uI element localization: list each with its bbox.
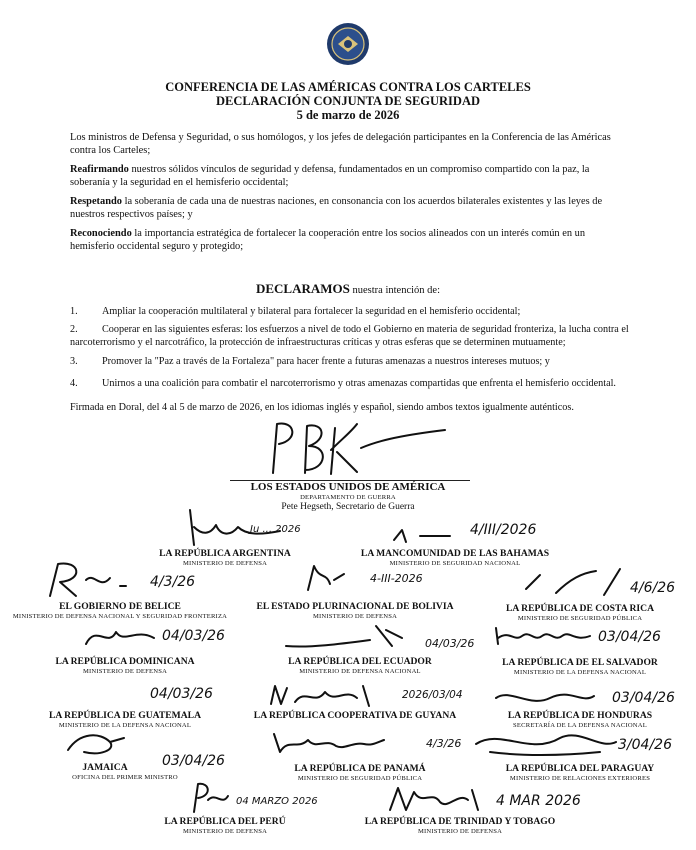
ecuador-signature-icon [280, 618, 420, 654]
jamaica-signature-icon [60, 728, 130, 758]
bahamas-date: 4/III/2026 [470, 522, 537, 538]
jamaica-ministry: OFICINA DEL PRIMER MINISTRO [72, 774, 178, 781]
clause-text: la soberanía de cada una de nuestras naciones, en consonancia con los acuerdos bilaterales existentes y las leyes de nuestros respectivos países; y [70, 196, 603, 220]
bahamas-ministry: MINISTERIO DE SEGURIDAD NACIONAL [389, 560, 521, 567]
item-text: Ampliar la cooperación multilateral y bilateral para fortalecer la seguridad en el hemisferio occidental; [102, 306, 521, 317]
item-text: Cooperar en las siguientes esferas: los esfuerzos a nivel de todo el Gobierno en materia de seguridad fronteriza, la lucha contra el narcoterrorismo y el narcotráfico, la protección de infraestructuras críticas y otras esferas que se determinen mutuamente; [70, 324, 629, 348]
guyana-date: 2026/03/04 [402, 689, 463, 701]
costa-rica-name: LA REPÚBLICA DE COSTA RICA [505, 603, 655, 614]
guyana-name: LA REPÚBLICA COOPERATIVA DE GUYANA [253, 710, 457, 721]
peru-name: LA REPÚBLICA DEL PERÚ [164, 816, 286, 827]
argentina-name: LA REPÚBLICA ARGENTINA [159, 548, 291, 559]
dominicana-name: LA REPÚBLICA DOMINICANA [55, 656, 195, 667]
clause-text: nuestros sólidos vínculos de seguridad y defensa, fundamentados en un compromiso compartido con la paz, la soberanía y la seguridad en el hemisferio occidental; [70, 164, 590, 188]
panama-ministry: MINISTERIO DE SEGURIDAD PÚBLICA [297, 775, 423, 782]
el-salvador-name: LA REPÚBLICA DE EL SALVADOR [502, 657, 658, 668]
declare-heading [0, 281, 696, 297]
list-item [70, 378, 630, 391]
bolivia-date: 4-III-2026 [370, 572, 423, 585]
guatemala-name: LA REPÚBLICA DE GUATEMALA [48, 710, 201, 721]
clause-lead: Reconociendo [70, 228, 132, 239]
argentina-date: Ju ... 2026 [250, 524, 301, 535]
intro-paragraph: Los ministros de Defensa y Seguridad, o sus homólogos, y los jefes de delegación participantes en la Conferencia de las Américas contra los Carteles; [70, 132, 611, 156]
item-number: 1. [70, 306, 78, 317]
trinidad-date: 4 MAR 2026 [496, 793, 581, 809]
guatemala-ministry: MINISTERIO DE LA DEFENSA NACIONAL [58, 722, 192, 729]
costa-rica-signature-icon [520, 565, 630, 605]
doc-date: 5 de marzo de 2026 [296, 108, 400, 122]
item-number: 2. [70, 324, 78, 335]
dominicana-date: 04/03/26 [162, 628, 225, 644]
belize-name: EL GOBIERNO DE BELICE [59, 601, 181, 612]
el-salvador-signature-icon [490, 622, 600, 648]
panama-name: LA REPÚBLICA DE PANAMÁ [294, 763, 426, 774]
list-item [70, 306, 630, 319]
honduras-date: 03/04/26 [612, 690, 675, 706]
belize-signature-icon [40, 560, 150, 600]
bolivia-ministry: MINISTERIO DE DEFENSA [312, 613, 398, 620]
clause-lead: Reafirmando [70, 164, 129, 175]
paraguay-signature-icon [470, 726, 620, 760]
peru-date: 04 MARZO 2026 [236, 796, 318, 807]
paraguay-ministry: MINISTERIO DE RELACIONES EXTERIORES [509, 775, 651, 782]
list-item [70, 356, 630, 369]
jamaica-name: JAMAICA [82, 762, 128, 773]
paraguay-date: 3/04/26 [618, 737, 672, 753]
guatemala-date: 04/03/26 [150, 686, 213, 702]
clause-lead: Respetando [70, 196, 122, 207]
bolivia-name: EL ESTADO PLURINACIONAL DE BOLIVIA [256, 601, 454, 612]
bahamas-signature-icon [390, 520, 480, 550]
costa-rica-ministry: MINISTERIO DE SEGURIDAD PÚBLICA [517, 615, 643, 622]
el-salvador-date: 03/04/26 [598, 629, 661, 645]
panama-date: 4/3/26 [426, 737, 462, 750]
item-number: 4. [70, 378, 78, 389]
honduras-signature-icon [490, 684, 600, 710]
bahamas-name: LA MANCOMUNIDAD DE LAS BAHAMAS [360, 548, 550, 559]
trinidad-signature-icon [384, 782, 484, 816]
clause-reafirmando [70, 164, 630, 189]
trinidad-name: LA REPÚBLICA DE TRINIDAD Y TOBAGO [364, 816, 556, 827]
bolivia-signature-icon [300, 560, 360, 596]
ecuador-name: LA REPÚBLICA DEL ECUADOR [288, 656, 432, 667]
dominicana-signature-icon [80, 618, 160, 652]
ecuador-date: 04/03/26 [425, 637, 475, 650]
signing-statement: Firmada en Doral, del 4 al 5 de marzo de 2026, en los idiomas inglés y español, siendo ambos textos igualmente auténticos. [70, 402, 574, 413]
panama-signature-icon [268, 728, 388, 758]
clause-respetando [70, 196, 630, 221]
doc-title-conference: CONFERENCIA DE LAS AMÉRICAS CONTRA LOS CARTELES [165, 80, 531, 94]
honduras-name: LA REPÚBLICA DE HONDURAS [507, 710, 653, 721]
item-text: Unirnos a una coalición para combatir el narcoterrorismo y otras amenazas compartidas que enfrenta el hemisferio occidental. [102, 378, 616, 389]
declare-text: nuestra intención de: [349, 285, 440, 296]
peru-signature-icon [186, 780, 232, 816]
peru-ministry: MINISTERIO DE DEFENSA [182, 828, 268, 835]
costa-rica-date: 4/6/26 [630, 580, 676, 596]
item-text: Promover la "Paz a través de la Fortaleza" para hacer frente a futuras amenazas a nuestros intereses mutuos; y [102, 356, 550, 367]
trinidad-ministry: MINISTERIO DE DEFENSA [417, 828, 503, 835]
el-salvador-ministry: MINISTERIO DE LA DEFENSA NACIONAL [513, 669, 647, 676]
declare-lead: DECLARAMOS [255, 281, 350, 296]
jamaica-date: 03/04/26 [162, 753, 225, 769]
clause-text: la importancia estratégica de fortalecer la cooperación entre los socios alineados con un interés común en un hemisferio occidental seguro y protegido; [70, 228, 586, 252]
usa-signer: Pete Hegseth, Secretario de Guerra [281, 502, 415, 512]
list-item [70, 324, 630, 349]
argentina-ministry: MINISTERIO DE DEFENSA [182, 560, 268, 567]
ecuador-ministry: MINISTERIO DE DEFENSA NACIONAL [299, 668, 421, 675]
belize-ministry: MINISTERIO DE DEFENSA NACIONAL Y SEGURIDAD FRONTERIZA [12, 613, 228, 620]
belize-date: 4/3/26 [150, 574, 196, 590]
usa-name: LOS ESTADOS UNIDOS DE AMÉRICA [250, 481, 446, 493]
guyana-signature-icon [265, 680, 415, 710]
doc-title-declaration: DECLARACIÓN CONJUNTA DE SEGURIDAD [215, 94, 481, 108]
paraguay-name: LA REPÚBLICA DEL PARAGUAY [505, 763, 655, 774]
honduras-ministry: SECRETARÍA DE LA DEFENSA NACIONAL [513, 722, 647, 729]
dominicana-ministry: MINISTERIO DE DEFENSA [82, 668, 168, 675]
usa-signature-icon [265, 418, 455, 480]
item-number: 3. [70, 356, 78, 367]
department-seal-icon [326, 22, 370, 66]
clause-reconociendo [70, 228, 630, 253]
usa-department: DEPARTAMENTO DE GUERRA [300, 494, 396, 501]
